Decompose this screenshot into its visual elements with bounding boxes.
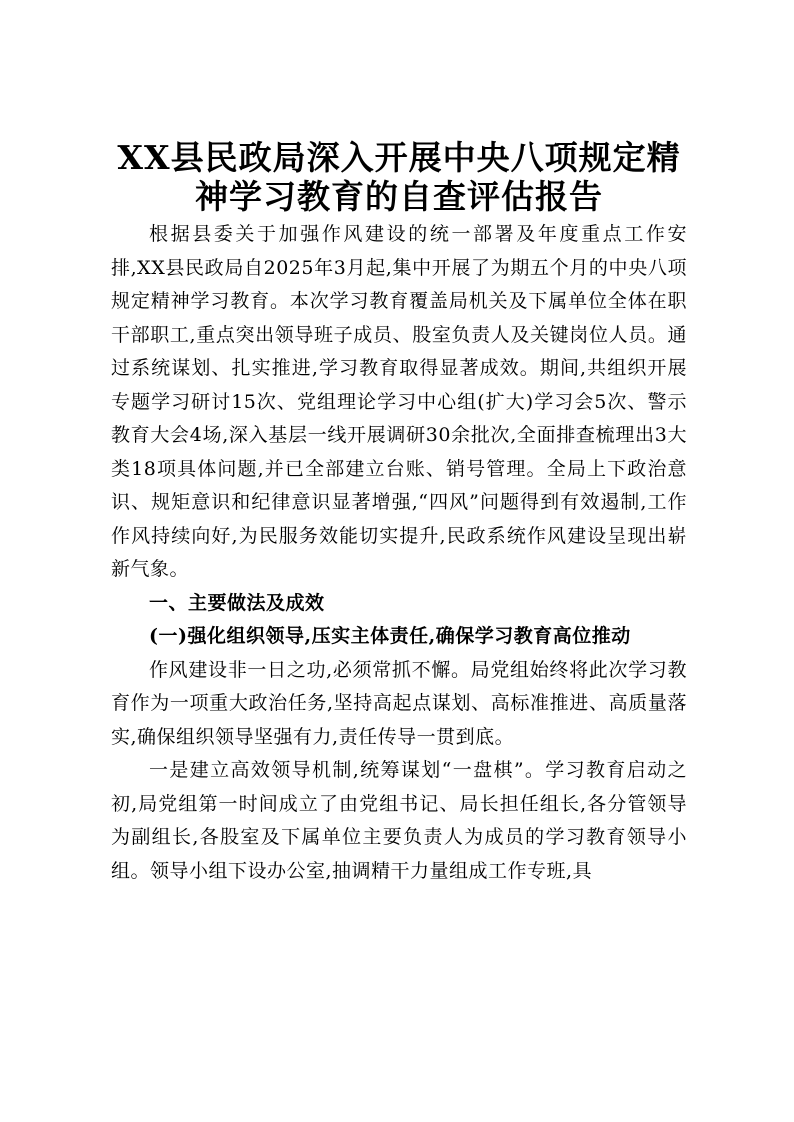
point-paragraph: 一是建立高效领导机制,统筹谋划“一盘棋”。学习教育启动之初,局党组第一时间成立了由党组书记、局长担任组长,各分管领导为副组长,各股室及下属单位主要负责人为成员的学习教育领导小组。领导小组下设办公室,抽调精干力量组成工作专班,具	[111, 759, 687, 882]
title-line-2: 神学习教育的自查评估报告	[195, 177, 603, 216]
document-page	[111, 138, 687, 888]
intro-paragraph: 根据县委关于加强作风建设的统一部署及年度重点工作安排,XX县民政局自2025年3月起,集中开展了为期五个月的中央八项规定精神学习教育。本次学习教育覆盖局机关及下属单位全体在职干部职工,重点突出领导班子成员、股室负责人及关键岗位人员。通过系统谋划、扎实推进,学习教育取得显著成效。期间,共组织开展专题学习研讨15次、党组理论学习中心组(扩大)学习会5次、警示教育大会4场,深入基层一线开展调研30余批次,全面排查梳理出3大类18项具体问题,并已全部建立台账、销号管理。全局上下政治意识、规矩意识和纪律意识显著增强,“四风”问题得到有效遏制,工作作风持续向好,为民服务效能切实提升,民政系统作风建设呈现出崭新气象。	[111, 223, 687, 580]
subsection-paragraph: 作风建设非一日之功,必须常抓不懈。局党组始终将此次学习教育作为一项重大政治任务,坚持高起点谋划、高标准推进、高质量落实,确保组织领导坚强有力,责任传导一贯到底。	[111, 658, 687, 748]
section-heading: 一、主要做法及成效	[149, 591, 325, 614]
document-title	[111, 138, 687, 216]
subsection-heading: (一)强化组织领导,压实主体责任,确保学习教育高位推动	[149, 625, 631, 647]
title-line-1: XX县民政局深入开展中央八项规定精	[117, 138, 681, 177]
